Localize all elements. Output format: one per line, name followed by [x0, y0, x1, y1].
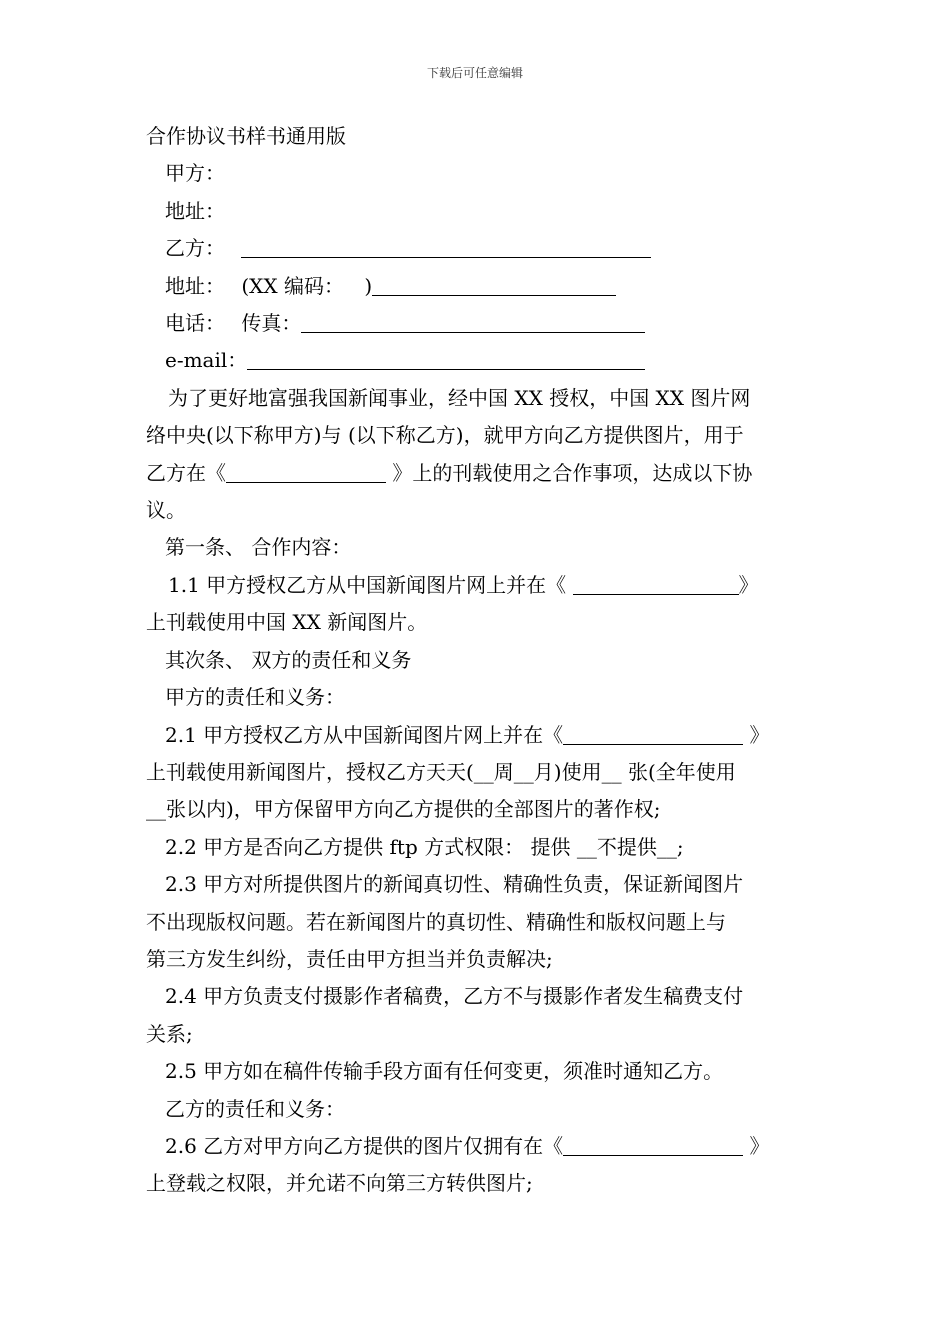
- fax-label: 传真：: [241, 311, 302, 336]
- clause-2-3-line-3: 第三方发生纠纷，责任由甲方担当并负责解决;: [146, 946, 553, 971]
- fax-blank: [301, 312, 645, 333]
- email-line: [146, 342, 808, 379]
- clause-2-3-line-2: 不出现版权问题。若在新闻图片的真切性、精确性和版权问题上与: [146, 909, 726, 934]
- clause-2-1-blank: [563, 724, 743, 745]
- clause-2-6-line-2: 上登载之权限，并允诺不向第三方转供图片;: [146, 1171, 533, 1196]
- clause-2-4-line-1: 2.4 甲方负责支付摄影作者稿费，乙方不与摄影作者发生稿费支付: [165, 984, 744, 1009]
- clause-2-2: 2.2 甲方是否向乙方提供 ftp 方式权限： 提供 __不提供__;: [165, 834, 684, 859]
- intro-line-2: 络中央(以下称甲方)与 (以下称乙方)，就甲方向乙方提供图片，用于: [146, 423, 744, 448]
- clause-2-6-line-1: [146, 1128, 808, 1165]
- email-blank: [247, 349, 645, 370]
- party-b-label: 乙方：: [165, 236, 225, 261]
- address-a-line: 地址：: [165, 198, 225, 223]
- clause-2-1-line-2: 上刊载使用新闻图片，授权乙方天天(__周__月)使用__ 张(全年使用: [146, 759, 736, 784]
- intro-publication-blank: [226, 462, 386, 483]
- address-b-code: (XX 编码：: [241, 273, 344, 298]
- intro-line-3: [146, 455, 808, 492]
- intro-line-3-start: 乙方在《: [146, 460, 226, 485]
- clause-1-1-line-2: 上刊载使用中国 XX 新闻图片。: [146, 610, 428, 635]
- phone-label: 电话：: [165, 311, 225, 336]
- email-label: e-mail：: [165, 348, 248, 373]
- intro-line-3-end: 》上的刊载使用之合作事项，达成以下协: [392, 460, 753, 485]
- document-title: 合作协议书样书通用版: [146, 124, 346, 148]
- party-b-line: [146, 230, 808, 267]
- party-b-duties-heading: 乙方的责任和义务：: [165, 1096, 345, 1121]
- clause-2-6-end: 》: [743, 1133, 770, 1158]
- document-body: [146, 118, 808, 1203]
- address-b-label: 地址：: [165, 273, 225, 298]
- party-a-duties-heading: 甲方的责任和义务：: [165, 685, 345, 710]
- party-a-line: 甲方：: [165, 161, 225, 186]
- clause-2-6-blank: [563, 1135, 743, 1156]
- clause-2-1-line-1: [146, 717, 808, 754]
- address-b-line: [146, 268, 808, 305]
- intro-line-1: 为了更好地富强我国新闻事业，经中国 XX 授权，中国 XX 图片网: [168, 385, 751, 410]
- clause-2-6-start: 2.6 乙方对甲方向乙方提供的图片仅拥有在《: [165, 1133, 564, 1158]
- clause-1-1-blank: [573, 574, 739, 595]
- clause-2-1-end: 》: [743, 722, 770, 747]
- clause-1-1-end: 》: [738, 572, 759, 597]
- intro-line-4: 议。: [146, 498, 186, 523]
- article-2-title: 其次条、 双方的责任和义务: [165, 647, 412, 672]
- clause-1-1-start: 1.1 甲方授权乙方从中国新闻图片网上并在《: [168, 572, 573, 597]
- page-header: 下载后可任意编辑: [426, 66, 523, 80]
- address-b-blank: [372, 275, 616, 296]
- clause-2-3-line-1: 2.3 甲方对所提供图片的新闻真切性、精确性负责，保证新闻图片: [165, 872, 744, 897]
- clause-2-1-start: 2.1 甲方授权乙方从中国新闻图片网上并在《: [165, 722, 564, 747]
- clause-2-5: 2.5 甲方如在稿件传输手段方面有任何变更，须准时通知乙方。: [165, 1059, 724, 1084]
- article-1-title: 第一条、 合作内容：: [165, 535, 352, 560]
- clause-2-4-line-2: 关系;: [146, 1021, 193, 1046]
- phone-fax-line: [146, 305, 808, 342]
- address-b-close: ): [364, 273, 373, 298]
- party-b-blank: [241, 237, 651, 258]
- clause-2-1-line-3: __张以内)，甲方保留甲方向乙方提供的全部图片的著作权;: [146, 797, 661, 822]
- clause-1-1-line-1: [146, 567, 808, 604]
